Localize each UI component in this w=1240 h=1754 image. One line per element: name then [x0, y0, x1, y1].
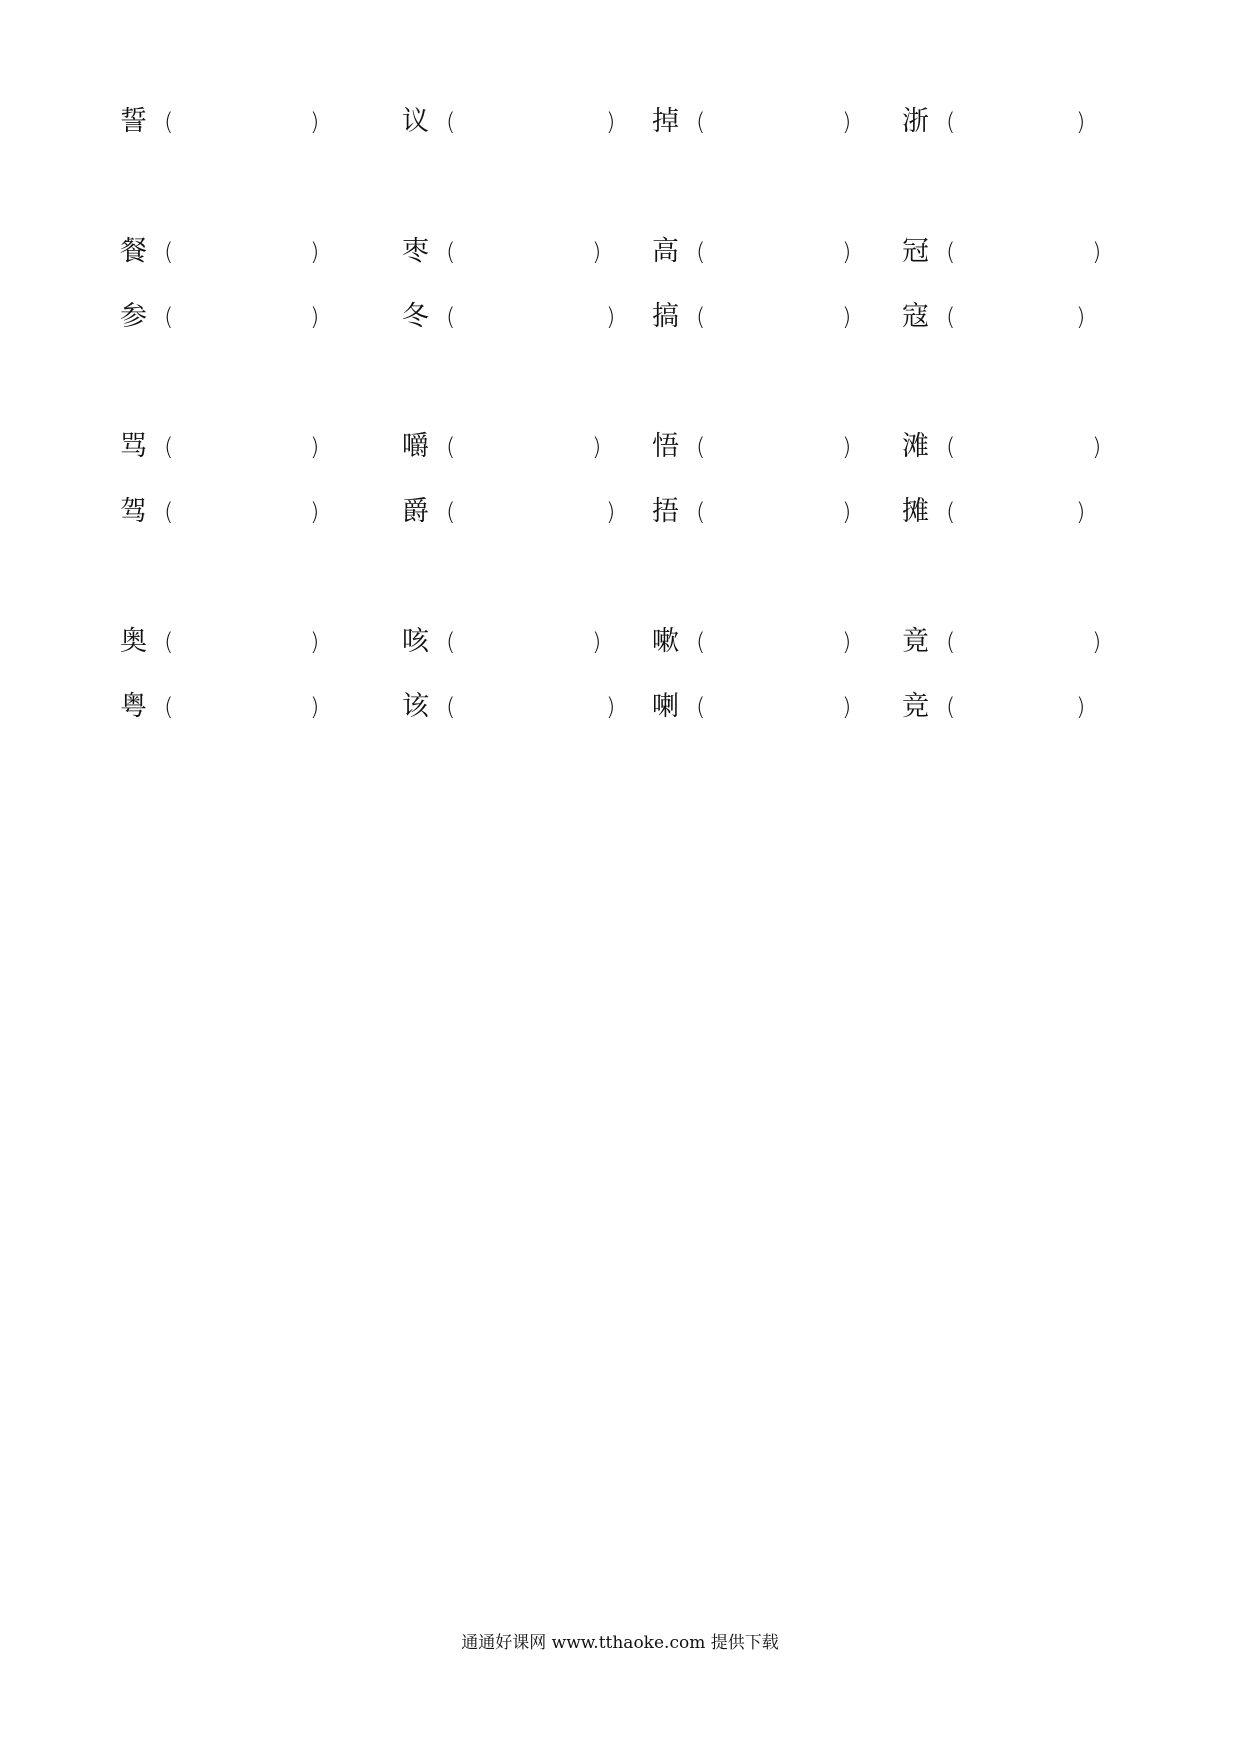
- open-paren: (: [164, 628, 174, 656]
- char-row: [0, 297, 1240, 337]
- open-paren: (: [696, 108, 706, 136]
- close-paren: ): [842, 108, 852, 136]
- character: 搞: [652, 301, 679, 332]
- char-row: [0, 622, 1240, 662]
- close-paren: ): [842, 433, 852, 461]
- open-paren: (: [946, 693, 956, 721]
- close-paren: ): [606, 108, 616, 136]
- close-paren: ): [310, 628, 320, 656]
- open-paren: (: [946, 628, 956, 656]
- character: 高: [652, 236, 679, 267]
- close-paren: ): [1076, 693, 1086, 721]
- character: 奥: [120, 626, 147, 657]
- character: 滩: [902, 431, 929, 462]
- character: 竟: [902, 626, 929, 657]
- open-paren: (: [446, 108, 456, 136]
- character: 咳: [402, 626, 429, 657]
- open-paren: (: [696, 498, 706, 526]
- open-paren: (: [446, 628, 456, 656]
- open-paren: (: [446, 693, 456, 721]
- character: 冬: [402, 301, 429, 332]
- close-paren: ): [606, 693, 616, 721]
- open-paren: (: [696, 693, 706, 721]
- close-paren: ): [310, 238, 320, 266]
- close-paren: ): [1092, 433, 1102, 461]
- open-paren: (: [946, 303, 956, 331]
- close-paren: ): [592, 238, 602, 266]
- character: 参: [120, 301, 147, 332]
- open-paren: (: [696, 628, 706, 656]
- close-paren: ): [842, 303, 852, 331]
- close-paren: ): [592, 628, 602, 656]
- open-paren: (: [946, 498, 956, 526]
- open-paren: (: [164, 303, 174, 331]
- open-paren: (: [446, 433, 456, 461]
- close-paren: ): [842, 498, 852, 526]
- open-paren: (: [946, 108, 956, 136]
- close-paren: ): [310, 693, 320, 721]
- open-paren: (: [696, 303, 706, 331]
- close-paren: ): [606, 498, 616, 526]
- open-paren: (: [446, 303, 456, 331]
- close-paren: ): [842, 693, 852, 721]
- open-paren: (: [164, 433, 174, 461]
- open-paren: (: [446, 498, 456, 526]
- close-paren: ): [310, 303, 320, 331]
- char-row: [0, 492, 1240, 532]
- character: 餐: [120, 236, 147, 267]
- character: 爵: [402, 496, 429, 527]
- character: 掉: [652, 106, 679, 137]
- character: 枣: [402, 236, 429, 267]
- open-paren: (: [696, 433, 706, 461]
- character: 冠: [902, 236, 929, 267]
- close-paren: ): [606, 303, 616, 331]
- character: 捂: [652, 496, 679, 527]
- close-paren: ): [310, 108, 320, 136]
- close-paren: ): [842, 238, 852, 266]
- character: 浙: [902, 106, 929, 137]
- character: 议: [402, 106, 429, 137]
- close-paren: ): [592, 433, 602, 461]
- character: 该: [402, 691, 429, 722]
- character: 骂: [120, 431, 147, 462]
- character: 竞: [902, 691, 929, 722]
- open-paren: (: [164, 238, 174, 266]
- character: 驾: [120, 496, 147, 527]
- close-paren: ): [1092, 238, 1102, 266]
- open-paren: (: [946, 238, 956, 266]
- open-paren: (: [446, 238, 456, 266]
- close-paren: ): [1076, 108, 1086, 136]
- character: 粤: [120, 691, 147, 722]
- close-paren: ): [842, 628, 852, 656]
- open-paren: (: [164, 498, 174, 526]
- open-paren: (: [164, 108, 174, 136]
- open-paren: (: [164, 693, 174, 721]
- character: 悟: [652, 431, 679, 462]
- close-paren: ): [310, 433, 320, 461]
- char-row: [0, 427, 1240, 467]
- character: 嚼: [402, 431, 429, 462]
- char-row: [0, 687, 1240, 727]
- character: 喇: [652, 691, 679, 722]
- open-paren: (: [946, 433, 956, 461]
- character: 摊: [902, 496, 929, 527]
- character: 寇: [902, 301, 929, 332]
- close-paren: ): [310, 498, 320, 526]
- open-paren: (: [696, 238, 706, 266]
- char-row: [0, 232, 1240, 272]
- close-paren: ): [1092, 628, 1102, 656]
- footer-credit: 通通好课网 www.tthaoke.com 提供下载: [461, 1633, 779, 1653]
- char-row: [0, 102, 1240, 142]
- close-paren: ): [1076, 303, 1086, 331]
- close-paren: ): [1076, 498, 1086, 526]
- character: 嗽: [652, 626, 679, 657]
- character: 誓: [120, 106, 147, 137]
